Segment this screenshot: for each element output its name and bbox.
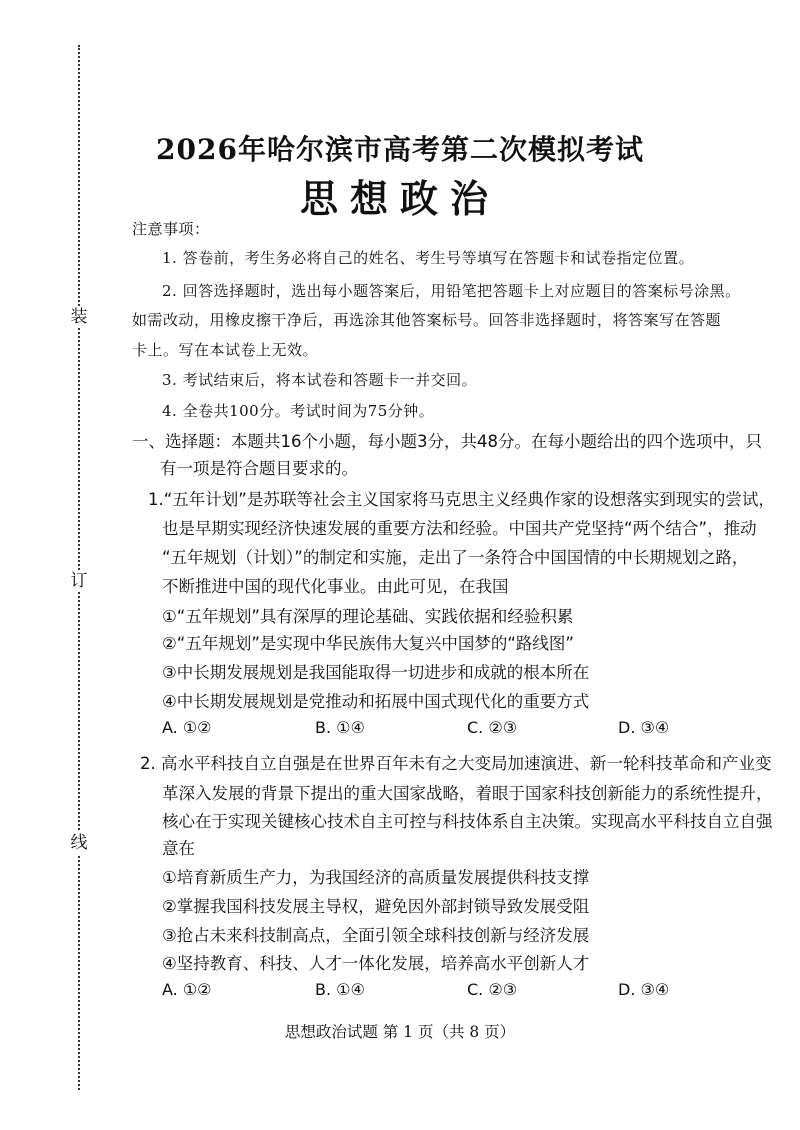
section-heading: 一、选择题：本题共16个小题，每小题3分，共48分。在每小题给出的四个选项中，只	[132, 432, 762, 451]
exam-title: 2026年哈尔滨市高考第二次模拟考试	[156, 133, 644, 166]
question-2-stem: 核心在于实现关键核心技术自主可控与科技体系自主决策。实现高水平科技自立自强	[162, 812, 773, 831]
question-1-option-d: D. ③④	[618, 718, 670, 737]
binding-label-zhuang: 装	[68, 306, 90, 328]
notice-item: 2. 回答选择题时，选出每小题答案后，用铅笔把答题卡上对应题目的答案标号涂黑。	[162, 282, 741, 300]
subject-title: 思想政治	[299, 176, 500, 221]
question-2-statement: ④坚持教育、科技、人才一体化发展，培养高水平创新人才	[162, 954, 590, 973]
question-1-option-c: C. ②③	[467, 718, 518, 737]
question-1-option-b: B. ①④	[315, 718, 365, 737]
question-2-statement: ③抢占未来科技制高点，全面引领全球科技创新与经济发展	[162, 926, 590, 945]
question-1-stem: 不断推进中国的现代化事业。由此可见，在我国	[162, 577, 509, 596]
question-1-statement: ④中长期发展规划是党推动和拓展中国式现代化的重要方式	[162, 692, 590, 711]
binding-label-xian: 线	[68, 832, 90, 854]
question-1-statement: ②“五年规划”是实现中华民族伟大复兴中国梦的“路线图”	[162, 634, 574, 653]
question-1-statement: ③中长期发展规划是我国能取得一切进步和成就的根本所在	[162, 663, 590, 682]
page-footer: 思想政治试题 第 1 页（共 8 页）	[284, 1023, 516, 1041]
question-2-stem: 意在	[162, 839, 195, 858]
binding-label-ding: 订	[68, 570, 90, 592]
question-2-option-d: D. ③④	[618, 980, 670, 999]
question-2-option-c: C. ②③	[467, 980, 518, 999]
question-1-option-a: A. ①②	[162, 718, 212, 737]
question-2-stem: 革深入发展的背景下提出的重大国家战略，着眼于国家科技创新能力的系统性提升，	[162, 784, 773, 803]
question-1-stem: “五年规划（计划）”的制定和实施，走出了一条符合中国国情的中长期规划之路，	[162, 548, 749, 567]
notice-item: 卡上。写在本试卷上无效。	[132, 341, 319, 359]
question-2-option-a: A. ①②	[162, 980, 212, 999]
notice-item: 3. 考试结束后，将本试卷和答题卡一并交回。	[162, 371, 478, 389]
question-1-stem: 也是早期实现经济快速发展的重要方法和经验。中国共产党坚持“两个结合”，推动	[162, 519, 757, 538]
question-2-option-b: B. ①④	[315, 980, 365, 999]
question-2-stem: 2. 高水平科技自立自强是在世界百年未有之大变局加速演进、新一轮科技革命和产业变	[140, 754, 772, 773]
question-1-stem: 1.“五年计划”是苏联等社会主义国家将马克思主义经典作家的设想落实到现实的尝试，	[148, 490, 775, 509]
question-2-statement: ②掌握我国科技发展主导权，避免因外部封锁导致发展受阻	[162, 897, 590, 916]
question-1-statement: ①“五年规划”具有深厚的理论基础、实践依据和经验积累	[162, 607, 574, 626]
notice-heading: 注意事项：	[132, 220, 210, 238]
question-2-statement: ①培育新质生产力，为我国经济的高质量发展提供科技支撑	[162, 868, 590, 887]
notice-item: 1. 答卷前，考生务必将自己的姓名、考生号等填写在答题卡和试卷指定位置。	[162, 249, 695, 267]
notice-item: 4. 全卷共100分。考试时间为75分钟。	[162, 402, 435, 420]
notice-item: 如需改动，用橡皮擦干净后，再选涂其他答案标号。回答非选择题时，将答案写在答题	[132, 311, 722, 329]
section-heading: 有一项是符合题目要求的。	[160, 459, 358, 478]
